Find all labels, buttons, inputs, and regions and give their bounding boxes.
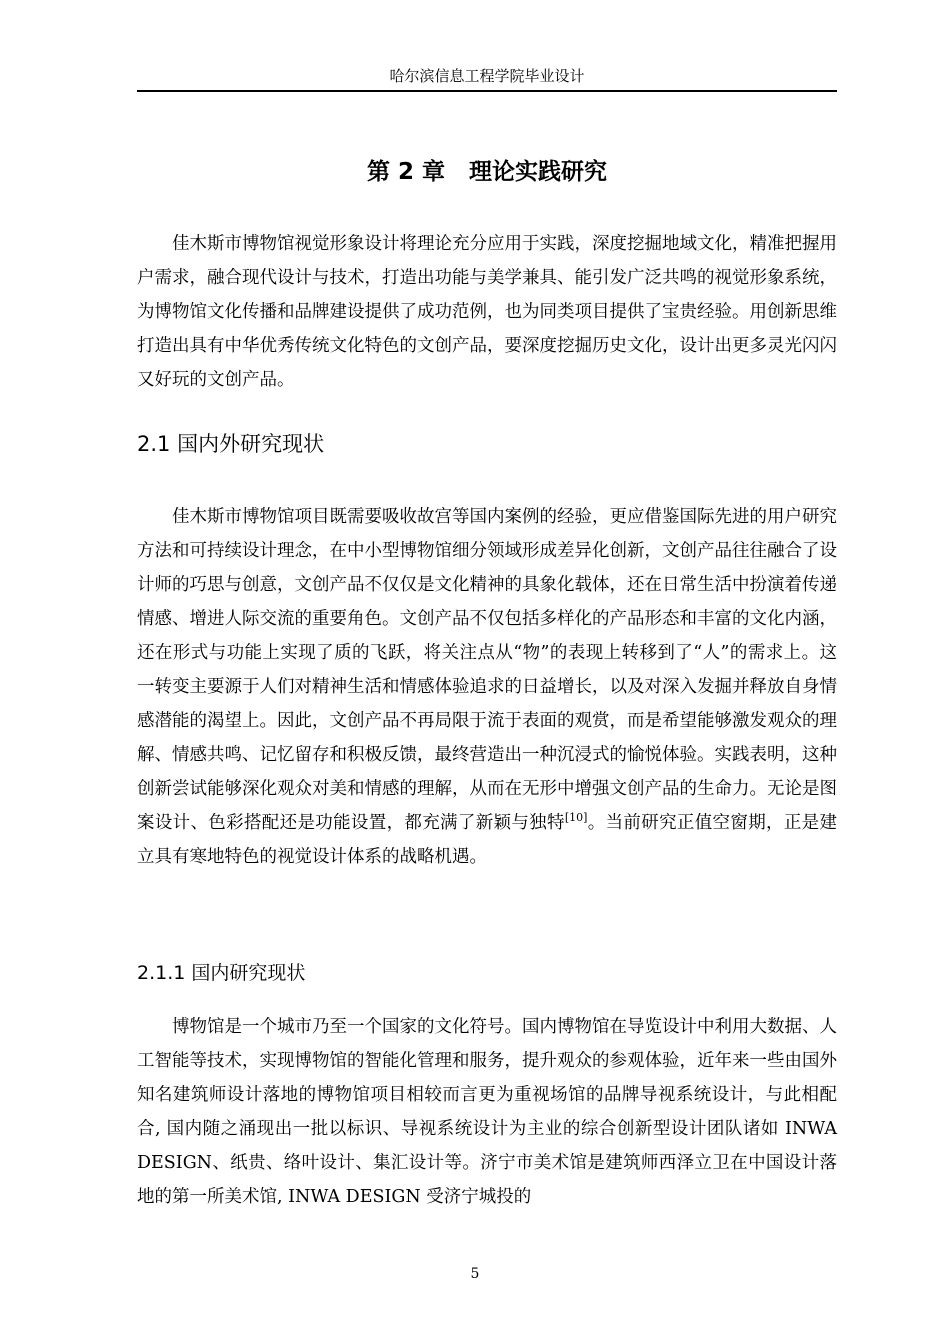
chapter-title	[137, 153, 837, 186]
page-header: 哈尔滨信息工程学院毕业设计	[137, 62, 837, 92]
section-2-1-1-paragraph: 博物馆是一个城市乃至一个国家的文化符号。国内博物馆在导览设计中利用大数据、人工智能等技术，实现博物馆的智能化管理和服务，提升观众的参观体验，近年来一些由国外知名建筑师设计落地的博物馆项目相较而言更为重视场馆的品牌导视系统设计，与此相配合, 国内随之涌现出一批以标识、导视系统设计为主业的综合创新型设计团队诸如 INWA DESIGN、纸贵、络叶设计、集汇设计等。济宁市美术馆是建筑师西泽立卫在中国设计落地的第一所美术馆, INWA DESIGN 受济宁城投的	[137, 1017, 837, 1207]
paragraph-text-end: 。当前研究正值空窗期，正是建立具有寒地特色的视觉设计体系的战略机遇。	[137, 813, 838, 867]
paragraph-text: 佳木斯市博物馆项目既需要吸收故宫等国内案例的经验，更应借鉴国际先进的用户研究方法和可持续设计理念，在中小型博物馆细分领域形成差异化创新，文创产品往往融合了设计师的巧思与创意，文创产品不仅仅是文化精神的具象化载体，还在日常生活中扮演着传递情感、增进人际交流的重要角色。文创产品不仅包括多样化的产品形态和丰富的文化内涵，还在形式与功能上实现了质的飞跃，将关注点从“物”的表现上转移到了“人”的需求上。这一转变主要源于人们对精神生活和情感体验追求的日益增长，以及对深入发掘并释放自身情感潜能的渴望上。因此，文创产品不再局限于流于表面的观赏，而是希望能够激发观众的理解、情感共鸣、记忆留存和积极反馈，最终营造出一种沉浸式的愉悦体验。实践表明，这种创新尝试能够深化观众对美和情感的理解，从而在无形中增强文创产品的生命力。无论是图案设计、色彩搭配还是功能设置，都充满了新颖与独特	[137, 507, 837, 833]
chapter-name: 理论实践研究	[469, 159, 608, 185]
chapter-number: 第 2 章	[366, 159, 446, 185]
intro-paragraph: 佳木斯市博物馆视觉形象设计将理论充分应用于实践，深度挖掘地域文化，精准把握用户需求，融合现代设计与技术，打造出功能与美学兼具、能引发广泛共鸣的视觉形象系统，为博物馆文化传播和品牌建设提供了成功范例，也为同类项目提供了宝贵经验。用创新思维打造出具有中华优秀传统文化特色的文创产品，要深度挖掘历史文化，设计出更多灵光闪闪又好玩的文创产品。	[137, 234, 837, 390]
page-number: 5	[470, 1266, 480, 1282]
section-heading-2-1-1: 2.1.1 国内研究现状	[137, 962, 306, 984]
section-heading-2-1: 2.1 国内外研究现状	[137, 432, 325, 456]
citation-reference: [10]	[564, 811, 588, 825]
section-2-1-paragraph	[137, 500, 837, 874]
